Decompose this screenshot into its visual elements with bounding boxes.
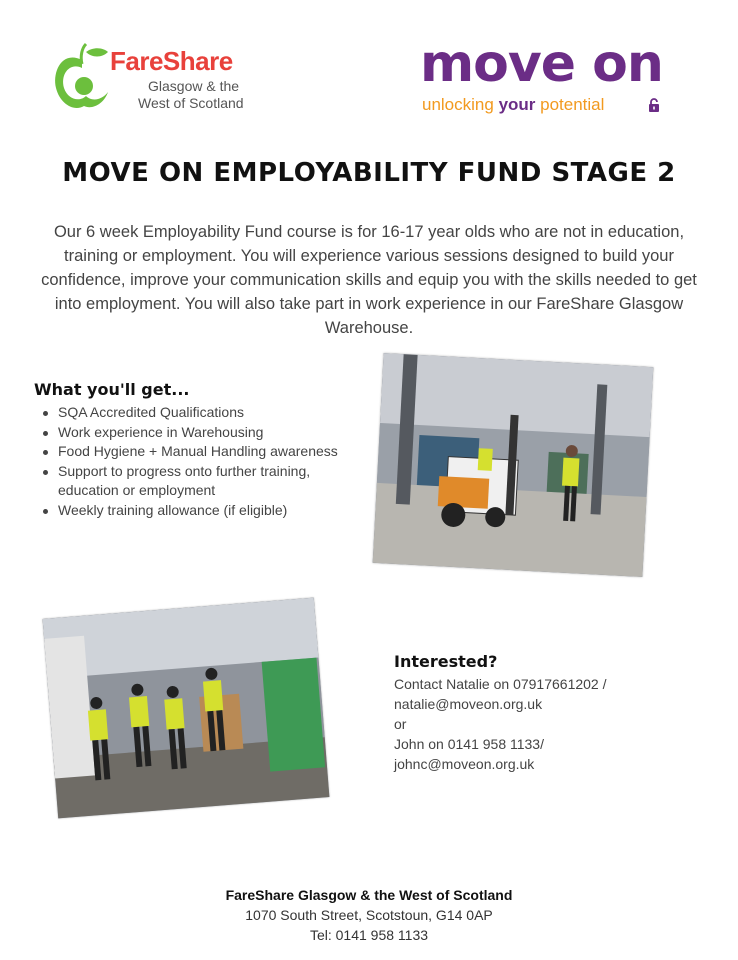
footer xyxy=(0,885,738,945)
contact-email-link[interactable]: johnc@moveon.org.uk xyxy=(394,756,535,772)
moveon-logo xyxy=(420,34,670,120)
contact-line: Contact Natalie on 07917661202 / xyxy=(394,676,607,692)
footer-phone: Tel: 0141 958 1133 xyxy=(309,927,429,943)
contact-email-link[interactable]: natalie@moveon.org.uk xyxy=(394,696,543,712)
list-item: Work experience in Warehousing xyxy=(40,423,360,443)
fareshare-subtitle-line1: Glasgow & the xyxy=(148,78,240,94)
forklift-photo xyxy=(373,353,654,577)
interested-heading: Interested? xyxy=(394,652,498,671)
warehouse-workers-photo xyxy=(43,598,330,819)
tagline-bold: your xyxy=(498,95,536,114)
fareshare-subtitle-line2: West of Scotland xyxy=(138,95,244,111)
fareshare-logo xyxy=(52,40,262,116)
list-item: Food Hygiene + Manual Handling awareness xyxy=(40,442,360,462)
footer-org-name: FareShare Glasgow & the West of Scotland xyxy=(225,887,513,903)
intro-paragraph: Our 6 week Employability Fund course is for 16-17 year olds who are not in education, training or employment. You will experience various sessions designed to build your confidence, improve your communication skills and equip you with the skills needed to get into employment. You will also take part in work experience in our FareShare Glasgow Warehouse. xyxy=(41,223,697,337)
contact-details xyxy=(394,674,607,774)
list-item: Support to progress onto further training, education or employment xyxy=(40,462,360,501)
apple-icon xyxy=(52,42,112,112)
lock-icon xyxy=(648,98,660,112)
list-item: Weekly training allowance (if eligible) xyxy=(40,501,360,521)
benefits-heading: What you'll get... xyxy=(34,380,190,399)
benefits-list xyxy=(40,403,360,520)
list-item: SQA Accredited Qualifications xyxy=(40,403,360,423)
footer-address: 1070 South Street, Scotstoun, G14 0AP xyxy=(245,907,493,923)
contact-line: or xyxy=(394,716,407,732)
contact-line: John on 0141 958 1133/ xyxy=(394,736,544,752)
moveon-name: move on xyxy=(420,34,663,94)
moveon-tagline xyxy=(422,95,604,115)
fareshare-name: FareShare xyxy=(110,46,233,76)
tagline-suffix: potential xyxy=(535,95,605,114)
tagline-prefix: unlocking xyxy=(422,95,499,114)
page-title: MOVE ON EMPLOYABILITY FUND STAGE 2 xyxy=(62,158,676,188)
